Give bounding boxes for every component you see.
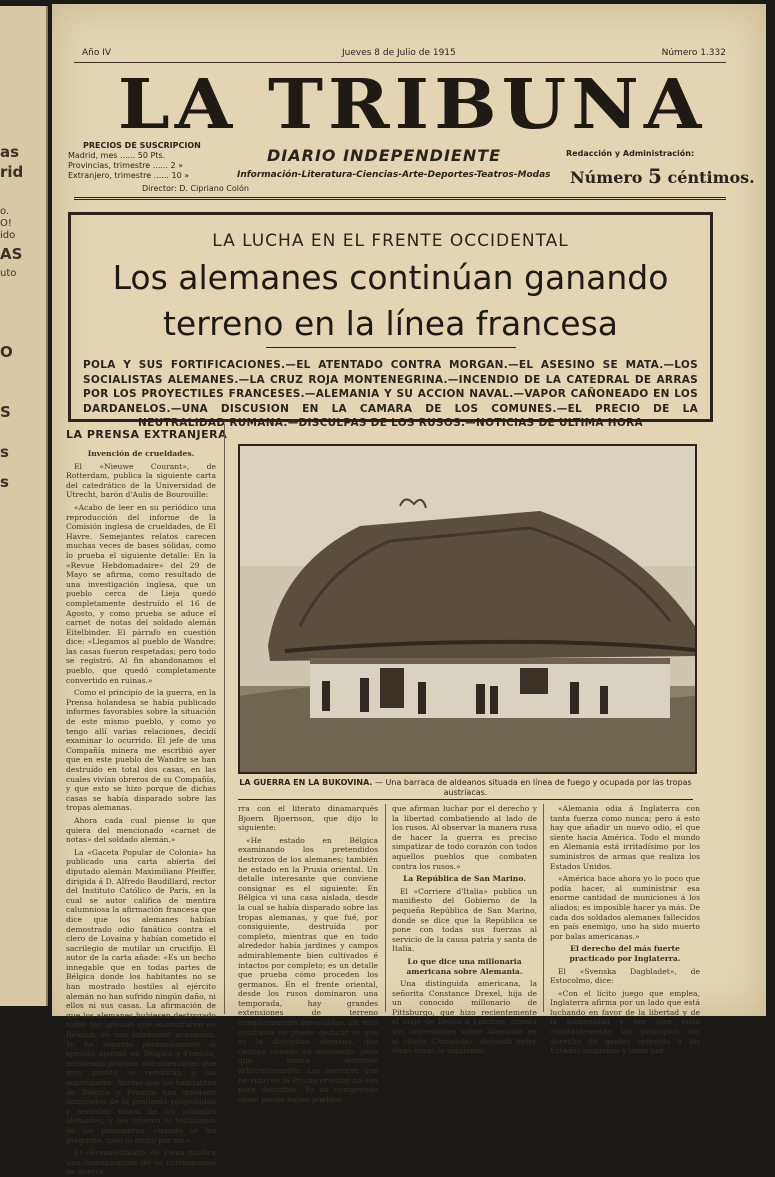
article-paragraph: «Alemania odia á Inglaterra con tanta fuerza como nunca; pero á esto hay que añadir un nuevo odio, el que siente hacia América. Todo el mundo en Alemania está irritadísimo por los suministros de armas que realiza los Estados Unidos.: [550, 804, 700, 871]
farmhouse-photo: [240, 446, 695, 772]
column-divider: [543, 804, 544, 1012]
article-subhead: Lo que dice una millonaria americana sobre Alemania.: [406, 956, 523, 976]
article-paragraph: El «Nieuwe Courant», de Rotterdam, publica la siguiente carta del catedrático de la Universidad de Utrecht, barón d'Aulis de Bourouille:: [66, 461, 216, 500]
left-fragment: ido: [0, 230, 16, 241]
headline-main-line1: Los alemanes continúan ganando: [112, 258, 669, 297]
sections-line: Información-Literatura-Ciencias-Arte-Deportes-Teatros-Modas: [237, 170, 551, 180]
article-paragraph: Ahora cada cual piense lo que quiera del mencionado «carnet de notas» del soldado alemán.»: [66, 815, 216, 845]
column-divider: [224, 424, 225, 1014]
headline-box: [68, 212, 713, 429]
article-paragraph: rra con el literato dinamarqués Bjoern Bjoernson, que dijo lo siguiente:: [238, 804, 378, 833]
price-number: 5: [648, 164, 662, 188]
left-fragment: s: [0, 473, 9, 491]
article-column-2: [238, 804, 378, 1104]
article-paragraph: El «Svenska Dagbladet», de Estocolmo, dice:: [550, 966, 700, 986]
headline-divider: [266, 347, 516, 348]
subscription-row: Provincias, trimestre ...... 2 »: [68, 161, 184, 170]
caption-rule: [238, 799, 693, 800]
price-unit: céntimos.: [667, 168, 755, 187]
left-fragment: S: [0, 403, 11, 421]
article-paragraph: La «Gaceta Popular de Colonia» ha publicado una carta abierta del diputado alemán Maximiliano Pfeiffer, dirigida á D. Alfredo Baudillard, rector del Instituto Católico de París, en la cual se autor califica de mentira calumniosa la afirmación francesa que dice que los alemanes habían demostrado odio fanático contra el clero de Lovaina y habían cometido el sacrilegio de mutilar un crucifijo. El autor de la carta añade: «Es un hecho innegable que en todas partes de Bélgica donde los habitantes no se han mostrado hostiles al ejército alemán no han sufrido ningún daño, ni ellos ni sus casas. La afirmación de que los alemanes hubiesen destrozado todas las iglesias que encontraron en Bélgica, es una infamante acusación. Yo he seguido personalmente al ejército alemán en Bélgica y Francia, reuniendo pruebas documentarias que muy pronto se remitirán á las autoridades. Afirmo que los habitantes de Bélgica y Francia han quedado admirados de la profunda religiosidad y sencillez moral de los soldados alemanes, y les ofrezco el testimonio de los prisioneros, cuando se les pregunta, todo lo dicho por mí.»: [66, 847, 216, 1145]
left-fragment: as: [0, 143, 20, 161]
masthead-title: LA TRIBUNA: [117, 65, 707, 145]
article-paragraph: «América hace ahora yo lo poco que podía hacer, al suministrar esa enorme cantidad de municiones á los aliados; es imposible hacer ya más. De cada dos soldados alemanes fallecidos en país enemigo, uno ha sido muerto por balas americanas.»: [550, 874, 700, 941]
price-box: [570, 164, 755, 188]
article-paragraph: Como el principio de la guerra, en la Prensa holandesa se había publicado informes favorables sobre la situación de este mismo pueblo, y como yo tengo allí varias relaciones, decidí examinar lo ocurrido. El jefe de una Compañía minera me escribió ayer que en este pueblo de Wandre se han destruído en total dos casas, en las cuales vivían obreros de su Compañía, y que esto se hizo porque de dichas casas se había disparado sobre las tropas alemanas.: [66, 688, 216, 813]
caption-title: LA GUERRA EN LA BUKOVINA.: [239, 778, 373, 787]
headline-summary: POLA Y SUS FORTIFICACIONES.—EL ATENTADO CONTRA MORGAN.—EL ASESINO SE MATA.—LOS SOCIALISTAS ALEMANES.—LA CRUZ ROJA MONTENEGRINA.—INCENDIO DE LA CATEDRAL DE ARRAS POR LOS PROYECTILES FRANCESES.—ALEMANIA Y SU ACCION NAVAL.—VAPOR CAÑONEADO EN LOS DARDANELOS.—UNA DISCUSION EN LA CAMARA DE LOS COMUNES.—EL PRECIO DE LA NEUTRALIDAD RUMANA.—DISCULPAS DE LOS RUSOS.—NOTICIAS DE ULTIMA HORA: [83, 359, 698, 429]
subscription-box: [68, 141, 201, 181]
article-paragraph: El «Corriere d'Italia» publica un manifiesto del Gobierno de la pequeña República de San Marino, donde se dice que la República se pone con todas sus fuerzas al servicio de la causa patria y santa de Italia.: [392, 886, 537, 954]
section-title: LA PRENSA EXTRANJERA: [66, 428, 228, 441]
subscription-heading: PRECIOS DE SUSCRIPCION: [83, 141, 201, 150]
left-fragment: O: [0, 343, 13, 361]
subscription-row: Extranjero, trimestre ...... 10 »: [68, 171, 190, 180]
top-rule: [74, 62, 726, 63]
headline-main-line2: terreno en la línea francesa: [162, 304, 618, 343]
left-fragment: s: [0, 443, 9, 461]
issue-label: Número 1.332: [661, 48, 726, 58]
article-subhead: Invención de crueldades.: [87, 449, 195, 458]
price-label: Número: [570, 168, 643, 187]
admin-label: Redacción y Administración:: [566, 149, 695, 158]
left-fragment: uto: [0, 268, 17, 279]
article-column-4: [550, 804, 700, 1056]
article-paragraph: «Con el lícito juego que emplea, Inglaterra afirma por un lado que está luchando en favor de la libertad y de la humanidad y por otra viola constantemente los principios del derecho de gentes respecto á los Estados pequeños y tiene por: [550, 988, 700, 1056]
article-subhead: El derecho del más fuerte practicado por Inglaterra.: [569, 944, 681, 963]
subscription-row: Madrid, mes ...... 50 Pts.: [68, 151, 166, 160]
article-column-3: [392, 804, 537, 1056]
article-paragraph: «He estado en Bélgica examinando los pretendidos destrozos de los alemanes; también he estado en la Prusia oriental. Un detalle interesante que conviene consignar es el siguiente: En Bélgica vi una casa aislada, desde la cual se había disparado sobre las tropas alemanas, y que fué, por consiguiente, destruída por completo, mientras que en todo alrededor había jardines y campos admirablemente bien cultivados é intactos por completo; es un detalle que prueba cómo proceden los germanos. En el frente oriental, desde los rusos dominaron una temporada, hay grandes extensiones de terreno completamente devastadas. De este contraste se puede deducir lo que es la disciplina alemana, que castiga cuando es necesario; pero que nunca destruye arbitrariamente. Los horrores que he visto en la Prusia oriental no son para descritos. Yo no comprendo cómo puede haber pueblos: [238, 835, 378, 1104]
article-paragraph: El «Fremdenblatt» de Viena publica una comunicación de su corresponsal de guerra: [66, 1148, 216, 1177]
newspaper-page: [52, 4, 766, 1177]
masthead-rule: [74, 197, 726, 200]
left-fragment: o.: [0, 206, 10, 217]
tagline: DIARIO INDEPENDIENTE: [267, 146, 502, 165]
article-paragraph: Una distinguida americana, la señorita Constance Drexel, hija de un conocido millonario de Pittsburgo, que hizo recientemente el viaje de Berlín á Londres, cuenta sus impresiones sobre Alemania en el «Daily Chronicle», diciendo entre otras cosas lo siguiente:: [392, 979, 537, 1056]
article-column-1: [66, 446, 216, 1177]
left-fragment: O!: [0, 218, 12, 229]
left-fragment: rid: [0, 163, 24, 181]
date-label: Jueves 8 de Julio de 1915: [342, 48, 456, 58]
caption-text: — Una barraca de aldeanos situada en línea de fuego y ocupada por las tropas austríacas.: [375, 778, 692, 797]
director-line: Director: D. Cipriano Colón: [142, 184, 249, 193]
column-divider: [385, 804, 386, 1012]
article-paragraph: que afirman luchar por el derecho y la libertad combatiendo al lado de los rusos. Al observar la manera rusa de hacer la guerra es preciso simpatizar de todo corazón con todos aquellos pueblos que combaten contra los rusos.»: [392, 804, 537, 871]
news-photo: [238, 444, 697, 774]
article-paragraph: «Acabo de leer en su periódico una reproducción del informe de la Comisión inglesa de crueldades, de El Havre. Semejantes relatos carecen muchas veces de bases sólidas, como lo prueba el siguiente detalle: En la «Revue Hebdomadaire» del 29 de Mayo se afirma, como resultado de una investigación inglesa, que un pueblo cerca de Lieja quedó completamente destruído el 16 de Agosto, y como prueba se aduce el carnet de notas del soldado alemán Eitelbinder. El párrafo en cuestión dice: «Llegamos al pueblo de Wandre; las casas fueron respetadas; pero todo se registró. Al fin abandonamos el pueblo, que quedó completamente convertido en ruinas.»: [66, 502, 216, 685]
article-subhead: La República de San Marino.: [403, 874, 526, 884]
photo-caption: [238, 778, 693, 798]
left-facing-page: [0, 6, 48, 1006]
headline-kicker: LA LUCHA EN EL FRENTE OCCIDENTAL: [212, 231, 569, 251]
year-label: Año IV: [82, 48, 112, 58]
left-fragment: AS: [0, 245, 23, 263]
